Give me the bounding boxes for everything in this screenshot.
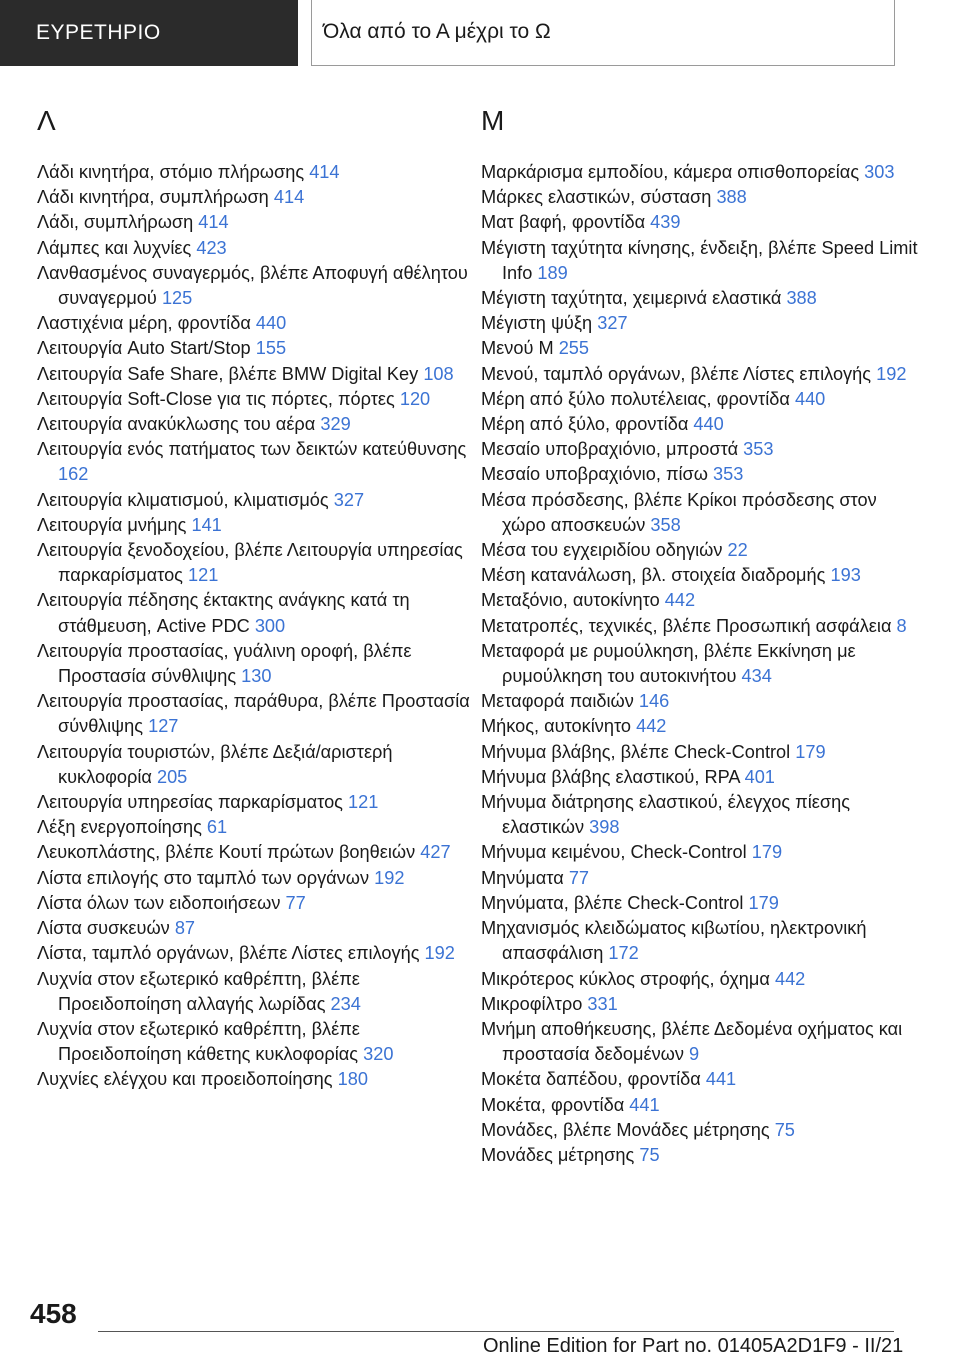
- entry-list: [481, 160, 921, 1168]
- index-entry: [37, 538, 477, 588]
- entry-text: Μικροφίλτρο: [481, 993, 583, 1014]
- index-entry: [37, 916, 477, 941]
- index-entry: [37, 362, 477, 387]
- entry-text: Ματ βαφή, φροντίδα: [481, 212, 646, 233]
- index-entry: [481, 185, 921, 210]
- entry-page-link[interactable]: 327: [333, 489, 365, 510]
- entry-text: Μέρη από ξύλο πολυτέλειας, φροντίδα: [481, 388, 790, 409]
- entry-page-link[interactable]: 61: [206, 817, 228, 838]
- entry-text: Μήνυμα διάτρησης ελαστικού, έλεγχος πίεσης ελαστικών: [481, 792, 850, 838]
- entry-text: Μεταξόνιο, αυτοκίνητο: [481, 590, 660, 611]
- entry-text: Λειτουργία τουριστών, βλέπε Δεξιά/αριστερή κυκλοφορία: [37, 741, 393, 787]
- entry-text: Λυχνία στον εξωτερικό καθρέπτη, βλέπε Προειδοποίηση αλλαγής λωρίδας: [37, 968, 360, 1014]
- index-entry: [37, 815, 477, 840]
- entry-text: Λειτουργία προστασίας, παράθυρα, βλέπε Προστασία σύνθλιψης: [37, 691, 470, 737]
- entry-page-link[interactable]: 121: [348, 792, 379, 813]
- index-entry: [481, 1118, 921, 1143]
- entry-page-link[interactable]: 141: [191, 514, 222, 535]
- entry-page-link[interactable]: 401: [744, 766, 775, 787]
- entry-page-link[interactable]: 303: [864, 162, 895, 182]
- entry-text: Μηνύματα: [481, 867, 564, 888]
- entry-page-link[interactable]: 205: [156, 766, 188, 787]
- index-entry: [481, 210, 921, 235]
- entry-page-link[interactable]: 388: [716, 187, 747, 208]
- entry-text: Λάδι κινητήρα, συμπλήρωση: [37, 187, 269, 208]
- entry-text: Μάρκες ελαστικών, σύσταση: [481, 187, 712, 208]
- index-entry: [37, 1067, 477, 1092]
- entry-text: Μεταφορά παιδιών: [481, 691, 634, 712]
- index-entry: [481, 160, 921, 185]
- index-entry: [37, 866, 477, 891]
- entry-text: Μέσα πρόσδεσης, βλέπε Κρίκοι πρόσδεσης στον χώρο αποσκευών: [481, 489, 877, 535]
- index-entry: [37, 236, 477, 261]
- entry-page-link[interactable]: 414: [309, 162, 340, 182]
- index-entry: [481, 412, 921, 437]
- index-entry: [481, 1143, 921, 1168]
- index-entry: [37, 689, 477, 739]
- footer-divider: [98, 1331, 894, 1332]
- index-entry: [481, 866, 921, 891]
- entry-text: Μεταφορά με ρυμούλκηση, βλέπε Εκκίνηση με ρυμούλκηση του αυτοκινήτου: [481, 640, 856, 687]
- index-entry: [37, 336, 477, 361]
- entry-page-link[interactable]: 121: [188, 565, 219, 586]
- entry-page-link[interactable]: 414: [273, 187, 305, 208]
- entry-text: Μικρότερος κύκλος στροφής, όχημα: [481, 968, 770, 989]
- entry-page-link[interactable]: 130: [241, 666, 272, 687]
- entry-text: Λάδι κινητήρα, στόμιο πλήρωσης: [37, 162, 305, 182]
- entry-page-link[interactable]: 320: [363, 1044, 394, 1065]
- entry-page-link[interactable]: 440: [255, 313, 287, 334]
- entry-page-link[interactable]: 234: [330, 993, 361, 1014]
- entry-text: Μέγιστη ψύξη: [481, 313, 593, 334]
- entry-text: Μαρκάρισμα εμποδίου, κάμερα οπισθοπορείας: [481, 162, 860, 182]
- index-entry: [481, 992, 921, 1017]
- index-entry: [481, 387, 921, 412]
- index-entry: [481, 1093, 921, 1118]
- index-entry: [481, 740, 921, 765]
- index-entry: [481, 362, 921, 387]
- entry-text: Μετατροπές, τεχνικές, βλέπε Προσωπική ασφάλεια: [481, 615, 892, 636]
- index-entry: [37, 588, 477, 638]
- entry-text: Λειτουργία ξενοδοχείου, βλέπε Λειτουργία υπηρεσίας παρκαρίσματος: [37, 540, 463, 586]
- entry-page-link[interactable]: 75: [639, 1144, 660, 1165]
- index-column-right: [481, 96, 921, 1168]
- index-entry: [37, 1017, 477, 1067]
- index-entry: [481, 1067, 921, 1092]
- entry-text: Λίστα επιλογής στο ταμπλό των οργάνων: [37, 867, 370, 888]
- entry-page-link[interactable]: 441: [705, 1069, 737, 1090]
- entry-page-link[interactable]: 329: [320, 414, 351, 435]
- entry-text: Μηχανισμός κλειδώματος κιβωτίου, ηλεκτρονική απασφάλιση: [481, 918, 867, 964]
- entry-text: Λυχνία στον εξωτερικό καθρέπτη, βλέπε Προειδοποίηση κάθετης κυκλοφορίας: [37, 1018, 360, 1065]
- entry-text: Μεσαίο υποβραχιόνιο, μπροστά: [481, 439, 739, 460]
- entry-page-link[interactable]: 9: [689, 1044, 700, 1065]
- entry-text: Μήνυμα βλάβης, βλέπε Check‑Control: [481, 741, 791, 762]
- entry-text: Μήνυμα βλάβης ελαστικού, RPA: [481, 766, 740, 787]
- entry-text: Μενού Μ: [481, 338, 554, 359]
- entry-text: Λίστα συσκευών: [37, 918, 170, 939]
- index-entry: [37, 941, 477, 966]
- entry-page-link[interactable]: 77: [568, 867, 590, 888]
- entry-page-link[interactable]: 255: [558, 338, 590, 359]
- entry-page-link[interactable]: 8: [896, 615, 907, 636]
- entry-page-link[interactable]: 125: [161, 288, 193, 309]
- index-entry: [481, 437, 921, 462]
- index-entry: [37, 840, 477, 865]
- index-entry: [37, 185, 477, 210]
- entry-page-link[interactable]: 442: [774, 968, 806, 989]
- entry-page-link[interactable]: 87: [174, 918, 196, 939]
- entry-text: Μηνύματα, βλέπε Check‑Control: [481, 892, 744, 913]
- entry-page-link[interactable]: 327: [597, 313, 628, 334]
- entry-text: Λίστα όλων των ειδοποιήσεων: [37, 892, 281, 913]
- index-entry: [37, 210, 477, 235]
- entry-page-link[interactable]: 192: [876, 363, 907, 384]
- index-entry: [481, 967, 921, 992]
- entry-text: Λειτουργία πέδησης έκτακτης ανάγκης κατά τη στάθμευση, Active PDC: [37, 590, 410, 636]
- entry-text: Μεσαίο υποβραχιόνιο, πίσω: [481, 464, 708, 485]
- entry-text: Λειτουργία υπηρεσίας παρκαρίσματος: [37, 792, 343, 813]
- entry-page-link[interactable]: 22: [727, 540, 748, 561]
- entry-page-link[interactable]: 439: [650, 212, 681, 233]
- entry-text: Μήνυμα κειμένου, Check‑Control: [481, 842, 747, 863]
- entry-text: Λειτουργία Soft‑Close για τις πόρτες, πόρτες: [37, 388, 395, 409]
- index-entry: [481, 891, 921, 916]
- entry-text: Λειτουργία ανακύκλωσης του αέρα: [37, 414, 316, 435]
- entry-page-link[interactable]: 398: [589, 817, 620, 838]
- section-tab: ΕΥΡΕΤΗΡΙΟ: [0, 0, 298, 66]
- entry-page-link[interactable]: 440: [794, 388, 826, 409]
- entry-text: Μονάδες μέτρησης: [481, 1144, 635, 1165]
- entry-text: Λειτουργία Safe Share, βλέπε BMW Digital Key: [37, 363, 419, 384]
- entry-text: Μονάδες, βλέπε Μονάδες μέτρησης: [481, 1119, 770, 1140]
- entry-text: Λίστα, ταμπλό οργάνων, βλέπε Λίστες επιλογής: [37, 943, 420, 964]
- entry-page-link[interactable]: 75: [774, 1119, 795, 1140]
- entry-text: Λειτουργία ενός πατήματος των δεικτών κατεύθυνσης: [37, 439, 467, 460]
- index-entry: [481, 639, 921, 689]
- index-letter: Λ: [37, 105, 56, 136]
- entry-list: [37, 160, 477, 1093]
- entry-page-link[interactable]: 108: [423, 363, 454, 384]
- entry-page-link[interactable]: 192: [424, 943, 455, 964]
- entry-text: Μήκος, αυτοκίνητο: [481, 716, 632, 737]
- entry-page-link[interactable]: 434: [741, 666, 772, 687]
- entry-text: Μέσα του εγχειριδίου οδηγιών: [481, 540, 723, 561]
- entry-page-link[interactable]: 77: [285, 892, 306, 913]
- entry-page-link[interactable]: 353: [743, 439, 774, 460]
- footer-edition: Online Edition for Part no. 01405A2D1F9 - II/21: [483, 1335, 904, 1357]
- section-title: Όλα από το Α μέχρι το Ω: [311, 0, 895, 66]
- entry-text: Μενού, ταμπλό οργάνων, βλέπε Λίστες επιλογής: [481, 363, 872, 384]
- index-entry: [37, 967, 477, 1017]
- index-entry: [481, 765, 921, 790]
- index-entry: [481, 840, 921, 865]
- entry-text: Λάμπες και λυχνίες: [37, 237, 192, 258]
- entry-text: Μοκέτα δαπέδου, φροντίδα: [481, 1069, 701, 1090]
- entry-page-link[interactable]: 172: [608, 943, 639, 964]
- index-entry: [481, 336, 921, 361]
- entry-page-link[interactable]: 423: [196, 237, 227, 258]
- index-entry: [481, 689, 921, 714]
- index-entry: [481, 286, 921, 311]
- entry-text: Μέγιστη ταχύτητα, χειμερινά ελαστικά: [481, 288, 782, 309]
- entry-text: Λειτουργία κλιματισμού, κλιματισμός: [37, 489, 329, 510]
- entry-page-link[interactable]: 120: [399, 388, 431, 409]
- entry-text: Λαστιχένια μέρη, φροντίδα: [37, 313, 251, 334]
- index-entry: [37, 891, 477, 916]
- index-entry: [37, 437, 477, 487]
- page-number: 458: [30, 1298, 77, 1329]
- index-entry: [481, 311, 921, 336]
- entry-page-link[interactable]: 388: [786, 288, 817, 309]
- entry-text: Μέγιστη ταχύτητα κίνησης, ένδειξη, βλέπε Speed Limit Info: [481, 237, 918, 283]
- index-entry: [481, 790, 921, 840]
- index-entry: [37, 639, 477, 689]
- index-entry: [37, 488, 477, 513]
- index-column-left: [37, 96, 477, 1093]
- entry-page-link[interactable]: 414: [198, 212, 229, 233]
- entry-text: Μέση κατανάλωση, βλ. στοιχεία διαδρομής: [481, 565, 826, 586]
- index-entry: [37, 412, 477, 437]
- index-entry: [37, 790, 477, 815]
- index-entry: [37, 513, 477, 538]
- entry-text: Λέξη ενεργοποίησης: [37, 817, 202, 838]
- index-entry: [481, 588, 921, 613]
- entry-page-link[interactable]: 180: [337, 1069, 368, 1090]
- entry-page-link[interactable]: 353: [713, 464, 744, 485]
- entry-page-link[interactable]: 441: [629, 1094, 660, 1115]
- entry-text: Λανθασμένος συναγερμός, βλέπε Αποφυγή αθέλητου συναγερμού: [37, 262, 468, 309]
- index-entry: [37, 311, 477, 336]
- index-entry: [481, 236, 921, 286]
- entry-page-link[interactable]: 300: [254, 615, 286, 636]
- index-entry: [481, 916, 921, 966]
- index-entry: [37, 387, 477, 412]
- entry-page-link[interactable]: 427: [420, 842, 451, 863]
- entry-text: Λευκοπλάστης, βλέπε Κουτί πρώτων βοηθειών: [37, 842, 416, 863]
- entry-page-link[interactable]: 146: [638, 691, 670, 712]
- entry-page-link[interactable]: 162: [58, 464, 89, 485]
- entry-page-link[interactable]: 189: [537, 262, 568, 283]
- entry-text: Λειτουργία προστασίας, γυάλινη οροφή, βλέπε Προστασία σύνθλιψης: [37, 640, 412, 687]
- entry-page-link[interactable]: 179: [795, 741, 826, 762]
- index-entry: [481, 614, 921, 639]
- entry-text: Μνήμη αποθήκευσης, βλέπε Δεδομένα οχήματος και προστασία δεδομένων: [481, 1018, 903, 1065]
- index-entry: [481, 1017, 921, 1067]
- entry-page-link[interactable]: 179: [751, 842, 783, 863]
- entry-text: Μοκέτα, φροντίδα: [481, 1094, 625, 1115]
- entry-text: Λειτουργία Auto Start/Stop: [37, 338, 251, 359]
- entry-page-link[interactable]: 155: [255, 338, 287, 359]
- entry-page-link[interactable]: 442: [636, 716, 667, 737]
- index-letter: Μ: [481, 105, 505, 136]
- index-entry: [481, 462, 921, 487]
- index-entry: [37, 160, 477, 185]
- entry-page-link[interactable]: 193: [830, 565, 861, 586]
- index-entry: [481, 488, 921, 538]
- entry-page-link[interactable]: 442: [664, 590, 696, 611]
- index-entry: [481, 714, 921, 739]
- entry-text: Λάδι, συμπλήρωση: [37, 212, 194, 233]
- entry-page-link[interactable]: 440: [693, 414, 724, 435]
- entry-page-link[interactable]: 192: [374, 867, 405, 888]
- index-entry: [37, 261, 477, 311]
- entry-text: Μέρη από ξύλο, φροντίδα: [481, 414, 689, 435]
- entry-page-link[interactable]: 358: [650, 514, 681, 535]
- entry-page-link[interactable]: 127: [148, 716, 179, 737]
- index-entry: [481, 538, 921, 563]
- index-entry: [37, 740, 477, 790]
- page-header: [0, 0, 960, 66]
- entry-page-link[interactable]: 179: [748, 892, 779, 913]
- index-entry: [481, 563, 921, 588]
- entry-text: Λειτουργία μνήμης: [37, 514, 187, 535]
- entry-page-link[interactable]: 331: [587, 993, 618, 1014]
- entry-text: Λυχνίες ελέγχου και προειδοποίησης: [37, 1069, 333, 1090]
